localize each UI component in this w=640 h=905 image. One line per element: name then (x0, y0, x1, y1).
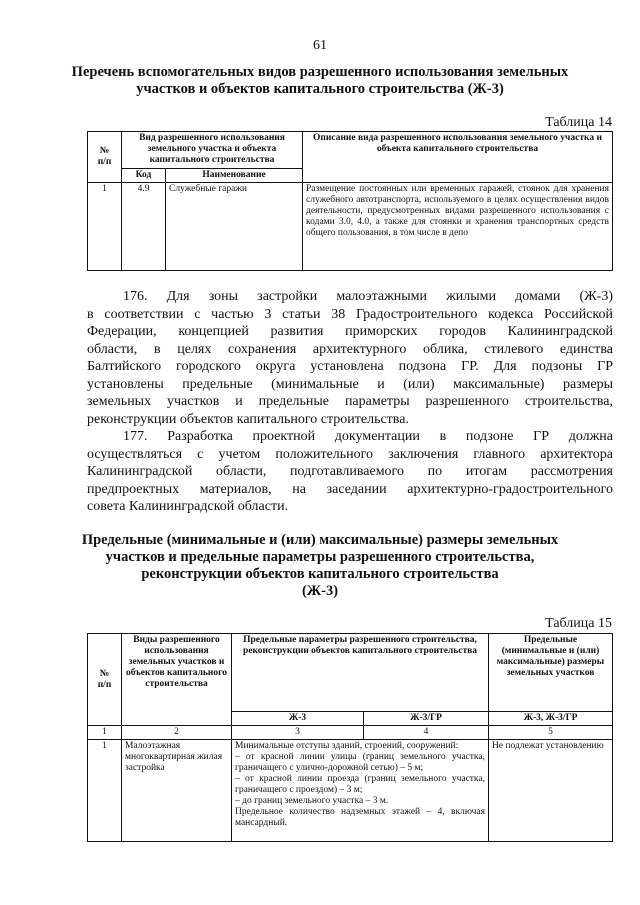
param-line: Предельное количество надземных этажей – 4, включая мансардный. (235, 807, 485, 828)
table15-colnum: 2 (122, 726, 232, 740)
table14-cell-name: Служебные гаражи (166, 183, 303, 271)
table14-header-type: Вид разрешенного использования земельного участка и объекта капитального строительства (122, 132, 303, 169)
table15-colnum: 5 (489, 726, 613, 740)
para-line: 176. Для зоны застройки малоэтажными жилыми домами (Ж-3) (123, 289, 613, 304)
table15-colnum: 3 (232, 726, 364, 740)
para-line: установлены предельные (минимальные и (или) максимальные) размеры (87, 376, 613, 392)
table15-header-sizes: Предельные (минимальные и (или) максимальные) размеры земельных участков (489, 634, 613, 712)
heading-line: участков и предельные параметры разрешенного строительства, (105, 549, 535, 565)
table15-header-both: Ж-3, Ж-3/ГР (489, 712, 613, 726)
para-line: в соответствии с частью 3 статьи 38 Градостроительного кодекса Российской (87, 306, 613, 322)
params-text (232, 740, 488, 830)
table14-cell-code: 4.9 (122, 183, 166, 271)
table14 (87, 131, 613, 271)
paragraph-176 (87, 288, 613, 428)
table14-header-desc: Описание вида разрешенного использования земельного участка и объекта капитального строительства (303, 132, 613, 183)
paragraph-177 (87, 428, 613, 516)
para-line: Балтийского городского округа установлена подзона ГР. Для подзоны ГР (87, 359, 613, 374)
para-line: предпроектных материалов, на заседании архитектурно-градостроительного (87, 481, 613, 497)
table14-header-name: Наименование (166, 169, 303, 183)
table15-cell-size: Не подлежат установлению (489, 740, 613, 842)
para-line: осуществляться с учетом положительного заключения главного архитектора (87, 446, 613, 462)
para-line: реконструкции объектов капитального строительства. (87, 411, 409, 427)
table15-caption: Таблица 15 (545, 616, 612, 631)
para-line: Федерации, концепцией развития приморских городов Калининградской (87, 324, 613, 339)
heading-line: Предельные (минимальные и (или) максимальные) размеры земельных (81, 532, 559, 548)
para-line: 177. Разработка проектной документации в подзоне ГР должна (123, 429, 613, 444)
para-line: совета Калининградской области. (87, 499, 289, 514)
table15-colnum: 4 (364, 726, 489, 740)
table14-cell-num: 1 (88, 183, 122, 271)
table15-cell-params (232, 740, 489, 842)
param-line: Минимальные отступы зданий, строений, сооружений: (235, 741, 459, 751)
table15-cell-type: Малоэтажная многоквартирная жилая застройка (122, 740, 232, 842)
heading-line: Перечень вспомогательных видов разрешенного использования земельных (71, 64, 569, 80)
table15-colnum: 1 (88, 726, 122, 740)
heading-line: участков и объектов капитального строительства (Ж-3) (136, 81, 504, 97)
table15-header-zh3: Ж-3 (232, 712, 364, 726)
table14-header-num: № п/п (88, 132, 122, 183)
table15-header-zh3gr: Ж-3/ГР (364, 712, 489, 726)
heading-line: (Ж-3) (301, 583, 339, 599)
para-line: земельных участков и предельные параметры разрешенного строительства, (87, 394, 613, 409)
page-number: 61 (313, 38, 327, 53)
param-line: – до границ земельного участка – 3 м. (235, 796, 389, 806)
table14-cell-desc: Размещение постоянных или временных гаражей, стоянок для хранения служебного автотранспорта, используемого в целях осуществления видов деятельности, предусмотренных видами разрешенного использования с кодами 3.0, 4.0, а также для стоянки и хранения транспортных средств общего пользования, в том числе в депо (303, 183, 613, 271)
param-line: – от красной линии проезда (границ земельного участка, граничащего с проездом) – 3 м; (235, 774, 485, 795)
para-line: области, в целях сохранения архитектурного облика, стилевого единства (87, 341, 613, 357)
heading-limit-parameters (60, 532, 580, 600)
param-line: – от красной линии улицы (границ земельного участка, граничащего с улично-дорожной сетью) – 5 м; (235, 752, 485, 773)
heading-auxiliary-uses (60, 64, 580, 98)
table15-header-types: Виды разрешенного использования земельных участков и объектов капитального строительства (122, 634, 232, 726)
table15 (87, 633, 613, 842)
table15-cell-num: 1 (88, 740, 122, 842)
heading-line: реконструкции объектов капитального строительства (141, 566, 499, 582)
table15-header-num: № п/п (88, 634, 122, 726)
table14-header-code: Код (122, 169, 166, 183)
para-line: Калининградской области, подготавливаемого по итогам рассмотрения (87, 464, 613, 479)
table15-header-params: Предельные параметры разрешенного строительства, реконструкции объектов капитального строительства (232, 634, 489, 712)
table14-caption: Таблица 14 (545, 115, 612, 130)
